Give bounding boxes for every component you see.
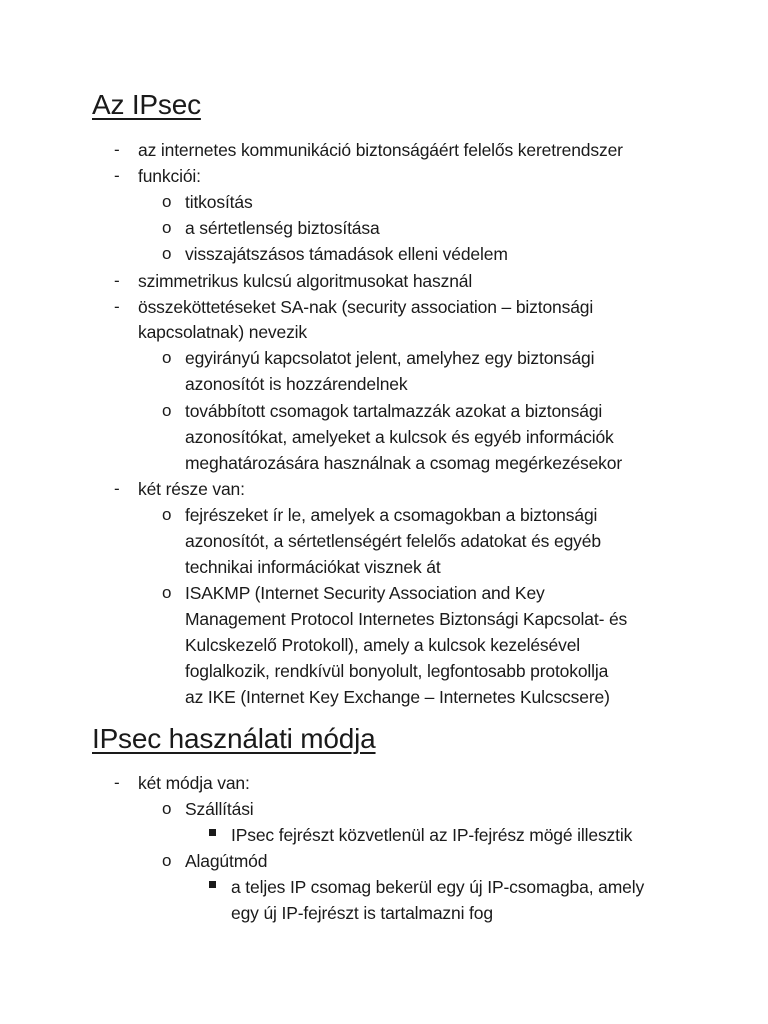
list-item: titkosítás xyxy=(185,192,253,212)
circle-bullet: o xyxy=(162,583,172,602)
list-item-continuation: egy új IP-fejrészt is tartalmazni fog xyxy=(231,903,493,923)
circle-bullet: o xyxy=(162,401,172,420)
list-item: visszajátszásos támadások elleni védelem xyxy=(185,244,508,264)
list-item: Alagútmód xyxy=(185,851,268,871)
list-item-continuation: technikai információkat visznek át xyxy=(185,557,441,577)
list-item-continuation: Management Protocol Internetes Biztonsági Kapcsolat- és xyxy=(185,609,628,629)
dash-bullet: - xyxy=(114,140,120,159)
circle-bullet: o xyxy=(162,348,172,367)
list-item: Szállítási xyxy=(185,799,254,819)
list-item: ISAKMP (Internet Security Association and Key xyxy=(185,583,545,603)
list-item-continuation: meghatározására használnak a csomag megérkezésekor xyxy=(185,453,623,473)
dash-bullet: - xyxy=(114,297,120,316)
dash-bullet: - xyxy=(114,166,120,185)
list-item: fejrészeket ír le, amelyek a csomagokban a biztonsági xyxy=(185,505,598,525)
list-item: két része van: xyxy=(138,479,245,499)
list-item: egyirányú kapcsolatot jelent, amelyhez egy biztonsági xyxy=(185,348,595,368)
circle-bullet: o xyxy=(162,799,172,818)
dash-bullet: - xyxy=(114,271,120,290)
list-item: a sértetlenség biztosítása xyxy=(185,218,380,238)
square-bullet-icon xyxy=(209,881,216,888)
square-bullet-icon xyxy=(209,829,216,836)
list-item: szimmetrikus kulcsú algoritmusokat használ xyxy=(138,271,473,291)
list-item: a teljes IP csomag bekerül egy új IP-csomagba, amely xyxy=(231,877,645,897)
list-item: funkciói: xyxy=(138,166,201,186)
dash-bullet: - xyxy=(114,479,120,498)
circle-bullet: o xyxy=(162,505,172,524)
circle-bullet: o xyxy=(162,218,172,237)
list-item-continuation: kapcsolatnak) nevezik xyxy=(138,322,308,342)
section-heading-ipsec: Az IPsec xyxy=(92,89,201,120)
list-item-continuation: Kulcskezelő Protokoll), amely a kulcsok kezelésével xyxy=(185,635,581,655)
circle-bullet: o xyxy=(162,192,172,211)
list-item-continuation: azonosítót is hozzárendelnek xyxy=(185,374,408,394)
list-item-continuation: az IKE (Internet Key Exchange – Internetes Kulcscsere) xyxy=(185,687,610,707)
section-heading-ipsec-usage: IPsec használati módja xyxy=(92,723,376,754)
list-item-continuation: azonosítókat, amelyeket a kulcsok és egyéb információk xyxy=(185,427,614,447)
list-item: összeköttetéseket SA-nak (security association – biztonsági xyxy=(138,297,594,317)
list-item: továbbított csomagok tartalmazzák azokat a biztonsági xyxy=(185,401,603,421)
circle-bullet: o xyxy=(162,851,172,870)
circle-bullet: o xyxy=(162,244,172,263)
list-item: két módja van: xyxy=(138,773,250,793)
list-item: IPsec fejrészt közvetlenül az IP-fejrész mögé illesztik xyxy=(231,825,633,845)
list-item: az internetes kommunikáció biztonságáért felelős keretrendszer xyxy=(138,140,623,160)
list-item-continuation: azonosítót, a sértetlenségért felelős adatokat és egyéb xyxy=(185,531,601,551)
list-item-continuation: foglalkozik, rendkívül bonyolult, legfontosabb protokollja xyxy=(185,661,609,681)
dash-bullet: - xyxy=(114,773,120,792)
